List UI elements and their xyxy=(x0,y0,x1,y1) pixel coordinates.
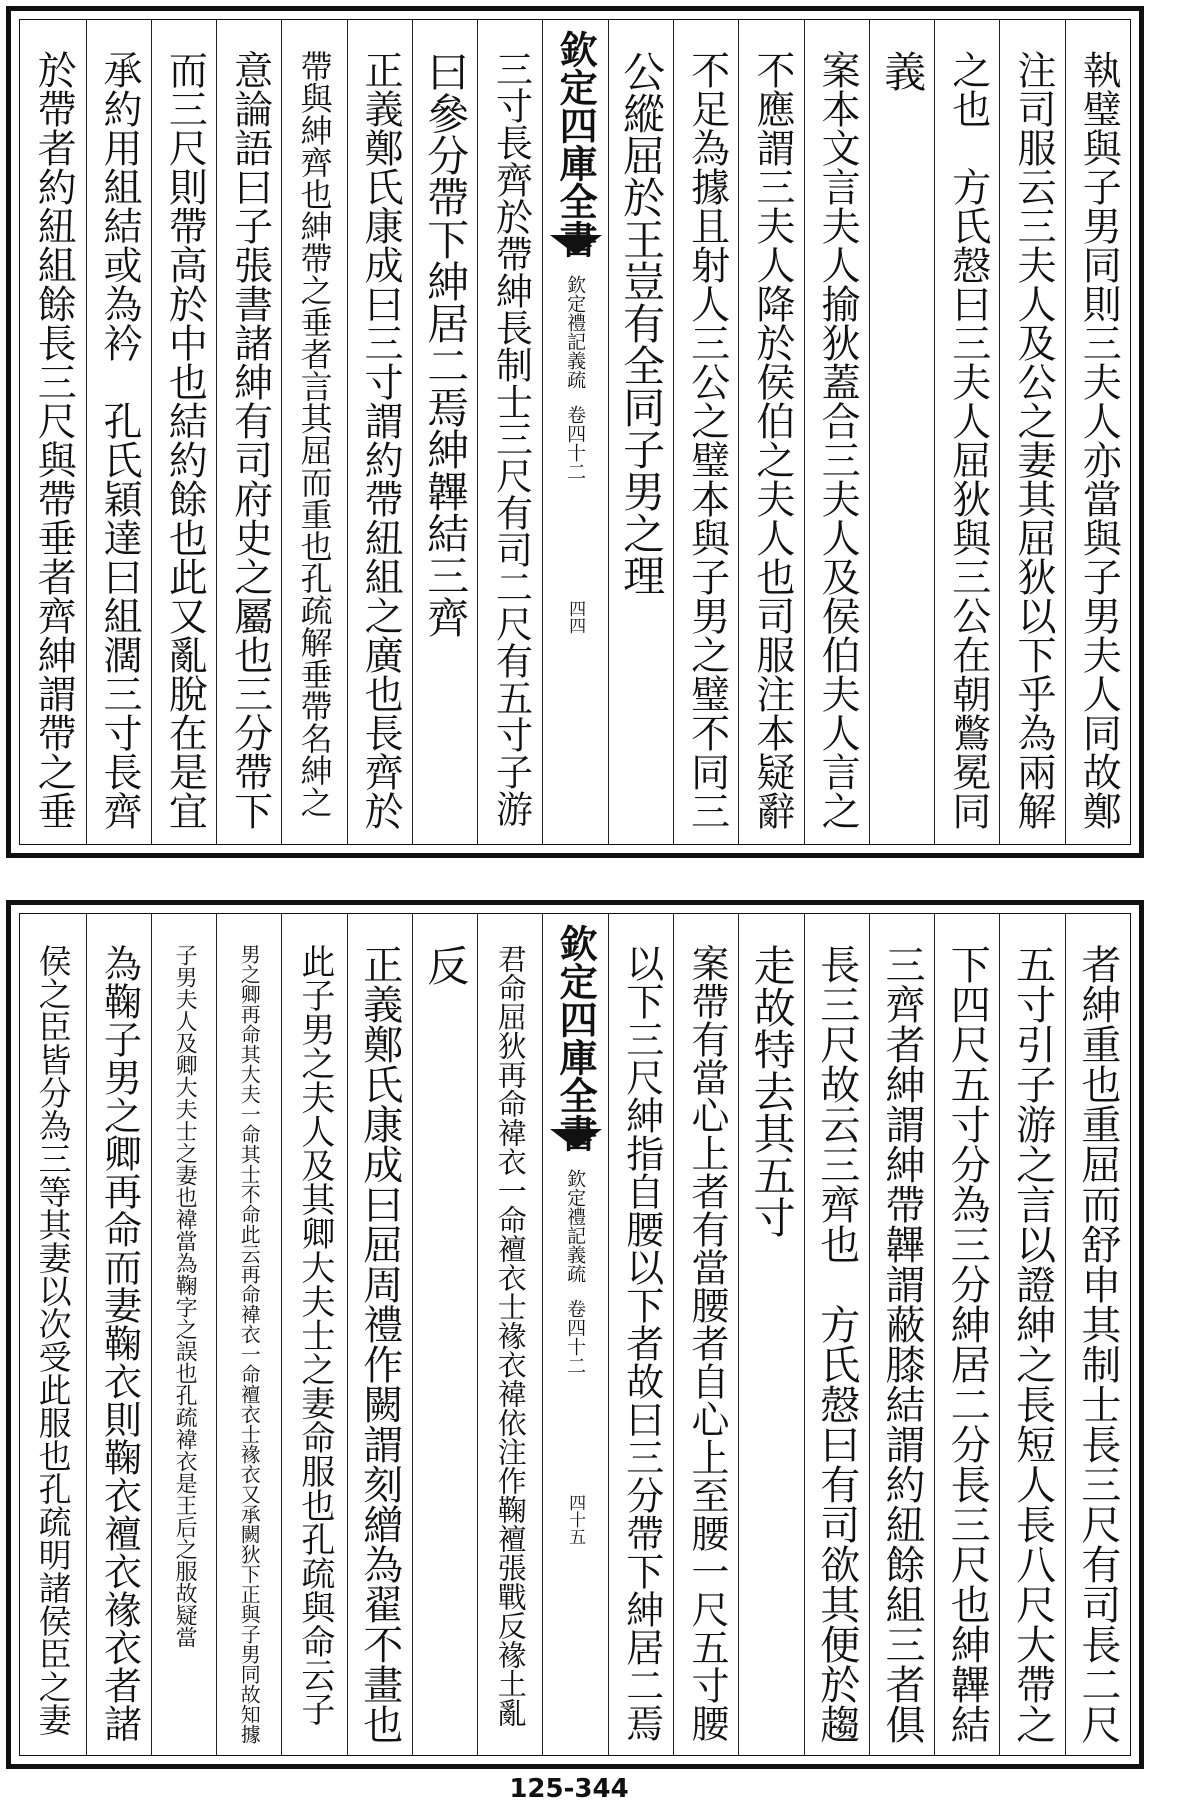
text-column xyxy=(477,20,542,844)
column-text: 於帶者約紐組餘長三尺與帶垂者齊紳謂帶之垂 xyxy=(31,50,77,830)
top-page-columns xyxy=(19,19,1131,845)
collection-title: 欽定四庫全書 xyxy=(553,30,599,258)
text-column xyxy=(738,20,803,844)
center-margin-column xyxy=(542,20,607,844)
text-column xyxy=(804,914,869,1755)
text-column xyxy=(1065,914,1130,1755)
column-text: 君命屈狄再命褘衣一命襢衣士褖衣褘依注作鞠襢張戰反褖土亂 xyxy=(493,944,528,1727)
page-number-footer: 125-344 xyxy=(509,1774,629,1804)
column-text: 不足為據且射人三公之璧本與子男之璧不同三 xyxy=(684,50,730,830)
text-column xyxy=(281,20,346,844)
column-text: 案本文言夫人揄狄蓋合三夫人及侯伯夫人言之 xyxy=(815,50,861,830)
text-column xyxy=(608,914,673,1755)
fishtail-mark-icon xyxy=(550,1129,602,1149)
top-page xyxy=(6,6,1144,858)
text-column xyxy=(20,20,85,844)
text-column xyxy=(86,914,151,1755)
collection-title: 欽定四庫全書 xyxy=(553,924,599,1152)
column-text: 走故特去其五寸 xyxy=(747,944,797,1238)
column-text: 長三尺故云三齊也 方氏慤曰有司欲其便於趨 xyxy=(813,944,860,1744)
column-text: 者紳重也重屈而舒申其制士長三尺有司長二尺 xyxy=(1074,944,1121,1744)
text-column xyxy=(738,914,803,1755)
text-column xyxy=(412,914,477,1755)
column-text: 為鞠子男之卿再命而妻鞠衣則鞠衣襢衣褖衣者諸 xyxy=(97,944,142,1742)
text-column xyxy=(477,914,542,1755)
column-text: 男之卿再命其大夫一命其士不命此云再命褘衣一命襢衣士褖衣又承闕狄下正與子男同故知據 xyxy=(237,944,262,1744)
column-text: 子男夫人及卿大夫士之妻也褘當為鞠字之誤也孔疏褘衣是王后之服故疑當 xyxy=(172,944,198,1648)
text-column xyxy=(934,20,999,844)
text-column xyxy=(347,914,412,1755)
column-text: 不應謂三夫人降於侯伯之夫人也司服注本疑辭 xyxy=(749,50,795,830)
text-column xyxy=(216,914,281,1755)
column-text: 三齊者紳謂紳帶韠謂蔽膝結謂約紐餘組三者俱 xyxy=(879,944,926,1744)
text-column xyxy=(151,20,216,844)
text-column xyxy=(281,914,346,1755)
text-column xyxy=(216,20,281,844)
text-column xyxy=(673,20,738,844)
column-text: 案帶有當心上者有當腰者自心上至腰一尺五寸腰 xyxy=(684,944,729,1742)
text-column xyxy=(412,20,477,844)
column-text: 五寸引子游之言以證紳之長短人長八尺大帶之 xyxy=(1009,944,1056,1744)
column-text: 此子男之夫人及其卿大夫士之妻命服也孔疏與命云子 xyxy=(294,944,335,1726)
center-margin-column xyxy=(542,914,607,1755)
book-title: 欽定禮記義疏 xyxy=(564,275,587,389)
text-column xyxy=(869,914,934,1755)
leaf-number: 四四 xyxy=(565,600,586,634)
text-column xyxy=(1065,20,1130,844)
text-column xyxy=(673,914,738,1755)
text-column xyxy=(999,20,1064,844)
column-text: 承約用組結或為衿 孔氏穎達曰組濶三寸長齊 xyxy=(97,50,143,830)
column-text: 正義鄭氏康成曰三寸謂約帶紐組之廣也長齊於 xyxy=(358,50,404,830)
fishtail-mark-icon xyxy=(550,235,602,255)
column-text: 之也 方氏慤曰三夫人屈狄與三公在朝鷩冕同 xyxy=(945,50,991,830)
column-text: 而三尺則帶高於中也結約餘也此又亂脫在是宜 xyxy=(162,50,208,830)
column-text: 反 xyxy=(421,944,471,986)
text-column xyxy=(869,20,934,844)
column-text: 以下三尺紳指自腰以下者故曰三分帶下紳居二焉 xyxy=(619,944,664,1742)
text-column xyxy=(151,914,216,1755)
book-title: 欽定禮記義疏 xyxy=(564,1169,587,1283)
column-text: 注司服云三夫人及公之妻其屈狄以下乎為兩解 xyxy=(1010,50,1056,830)
column-text: 曰參分帶下紳居二焉紳韠結三齊 xyxy=(421,50,471,638)
volume-number: 卷四十二 xyxy=(564,405,587,481)
text-column xyxy=(934,914,999,1755)
volume-number: 卷四十二 xyxy=(564,1299,587,1375)
column-text: 公縱屈於王豈有全同子男之理 xyxy=(617,50,667,596)
text-column xyxy=(347,20,412,844)
column-text: 執璧與子男同則三夫人亦當與子男夫人同故鄭 xyxy=(1076,50,1122,830)
bottom-page xyxy=(6,900,1144,1769)
text-column xyxy=(86,20,151,844)
bottom-page-columns xyxy=(19,913,1131,1756)
text-column xyxy=(608,20,673,844)
column-text: 三寸長齊於帶紳長制士三尺有司二尺有五寸子游 xyxy=(489,50,533,827)
column-text: 帶與紳齊也紳帶之垂者言其屈而重也孔疏解垂帶名紳之 xyxy=(295,50,334,818)
text-column xyxy=(804,20,869,844)
column-text: 下四尺五寸分為三分紳居二分長三尺也紳韠結 xyxy=(944,944,991,1744)
text-column xyxy=(999,914,1064,1755)
leaf-number: 四十五 xyxy=(565,1494,586,1545)
column-text: 侯之臣皆分為三等其妻以次受此服也孔疏明諸侯臣之妻 xyxy=(33,944,73,1736)
column-text: 義 xyxy=(878,50,928,92)
text-column xyxy=(20,914,85,1755)
column-text: 正義鄭氏康成曰屈周禮作闕謂刻繒為翟不畫也 xyxy=(356,944,403,1744)
column-text: 意論語曰子張書諸紳有司府史之屬也三分帶下 xyxy=(227,50,273,830)
